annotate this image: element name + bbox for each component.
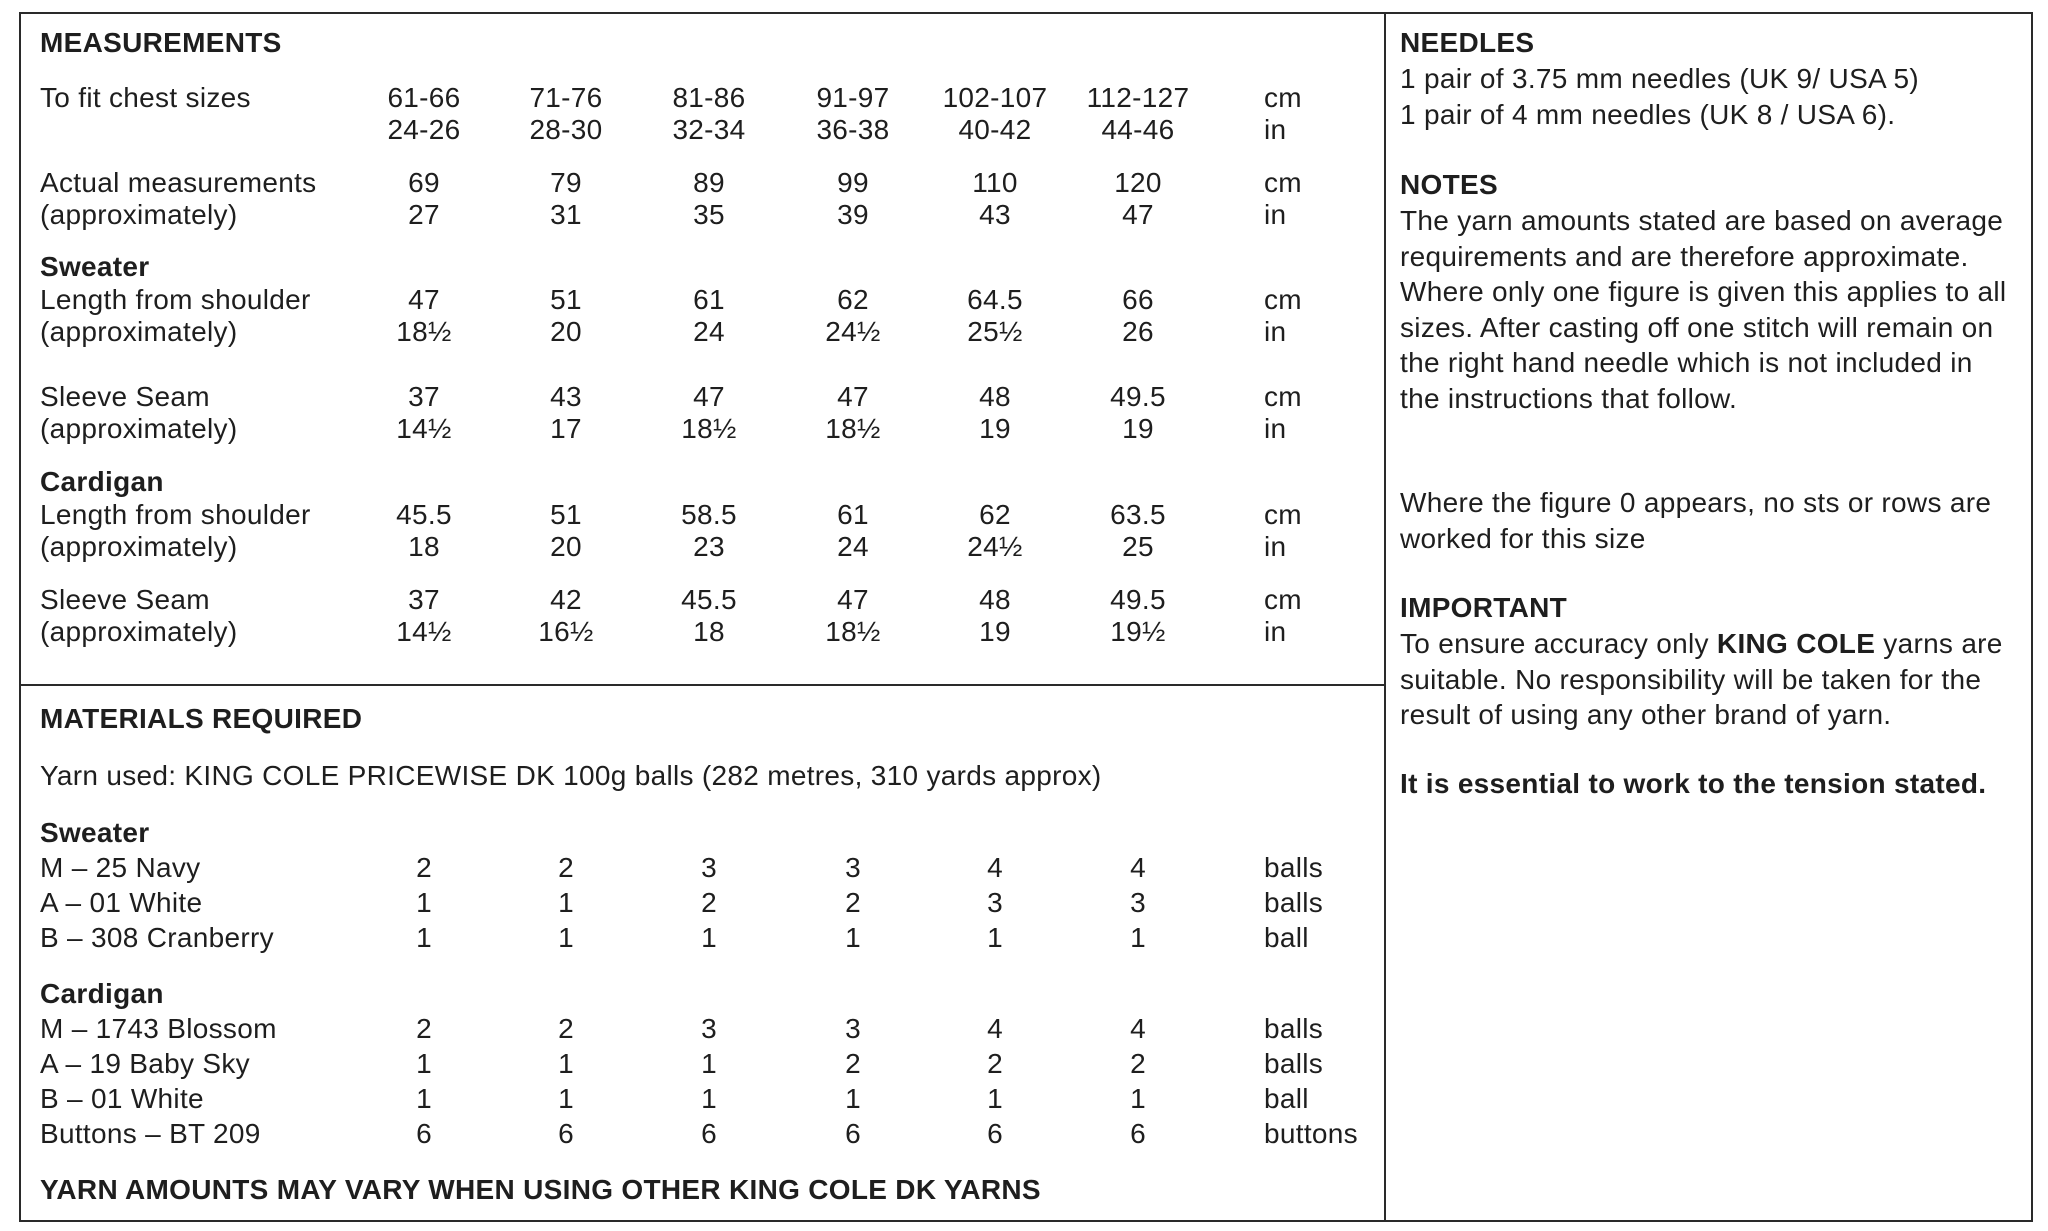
sweater-yarn-m-2: 2 (558, 852, 574, 883)
cardigan-yarn-a-4: 2 (845, 1048, 861, 1079)
cardigan-sleeve-cm-4: 47 (837, 584, 869, 615)
sweater-length-in-4: 24½ (825, 316, 881, 347)
cardigan-sleeve-unit-cm: cm (1264, 584, 1302, 615)
notes-paragraph-2: Where the figure 0 appears, no sts or rows are worked for this size (1400, 487, 1992, 554)
sweater-yarn-m-6: 4 (1130, 852, 1146, 883)
sweater-sleeve-in-3: 18½ (681, 413, 737, 444)
chest-in-5: 40-42 (958, 114, 1032, 145)
sweater-yarn-b-label: B – 308 Cranberry (40, 922, 274, 953)
cardigan-length-cm-4: 61 (837, 499, 869, 530)
sweater-yarn-a-5: 3 (987, 887, 1003, 918)
chest-in-3: 32-34 (672, 114, 746, 145)
cardigan-yarn-m-3: 3 (701, 1013, 717, 1044)
sweater-length-cm-5: 64.5 (967, 284, 1023, 315)
cardigan-yarn-a-6: 2 (1130, 1048, 1146, 1079)
chest-cm-1: 61-66 (387, 82, 461, 113)
cardigan-yarn-b-1: 1 (416, 1083, 432, 1114)
cardigan-length-approx-label: (approximately) (40, 531, 238, 562)
cardigan-length-cm-3: 58.5 (681, 499, 737, 530)
yarn-variation-note: YARN AMOUNTS MAY VARY WHEN USING OTHER KING COLE DK YARNS (40, 1174, 1041, 1205)
cardigan-yarn-m-2: 2 (558, 1013, 574, 1044)
yarn-used-text: Yarn used: KING COLE PRICEWISE DK 100g balls (282 metres, 310 yards approx) (40, 760, 1102, 791)
cardigan-length-cm-6: 63.5 (1110, 499, 1166, 530)
needles-heading: NEEDLES (1400, 27, 1535, 58)
sweater-sleeve-in-5: 19 (979, 413, 1011, 444)
sweater-yarn-m-3: 3 (701, 852, 717, 883)
actual-in-1: 27 (408, 199, 440, 230)
sweater-yarn-b-6: 1 (1130, 922, 1146, 953)
cardigan-sleeve-cm-3: 45.5 (681, 584, 737, 615)
chest-in-6: 44-46 (1101, 114, 1175, 145)
cardigan-sleeve-in-5: 19 (979, 616, 1011, 647)
actual-in-2: 31 (550, 199, 582, 230)
cardigan-sleeve-in-1: 14½ (396, 616, 452, 647)
cardigan-buttons-4: 6 (845, 1118, 861, 1149)
chest-cm-2: 71-76 (529, 82, 603, 113)
cardigan-yarn-m-5: 4 (987, 1013, 1003, 1044)
actual-label: Actual measurements (40, 167, 317, 198)
cardigan-yarn-b-3: 1 (701, 1083, 717, 1114)
sweater-sleeve-unit-in: in (1264, 413, 1287, 444)
chest-cm-6: 112-127 (1086, 82, 1190, 113)
cardigan-sleeve-cm-1: 37 (408, 584, 440, 615)
cardigan-yarn-a-label: A – 19 Baby Sky (40, 1048, 250, 1079)
cardigan-length-in-3: 23 (693, 531, 725, 562)
chest-in-2: 28-30 (529, 114, 603, 145)
sweater-yarn-m-4: 3 (845, 852, 861, 883)
actual-in-3: 35 (693, 199, 725, 230)
cardigan-measure-heading: Cardigan (40, 466, 164, 497)
sweater-sleeve-label: Sleeve Seam (40, 381, 210, 412)
cardigan-sleeve-cm-5: 48 (979, 584, 1011, 615)
sweater-sleeve-cm-5: 48 (979, 381, 1011, 412)
sweater-sleeve-in-6: 19 (1122, 413, 1154, 444)
sweater-sleeve-in-4: 18½ (825, 413, 881, 444)
cardigan-yarn-a-1: 1 (416, 1048, 432, 1079)
sweater-yarn-a-1: 1 (416, 887, 432, 918)
cardigan-sleeve-label: Sleeve Seam (40, 584, 210, 615)
cardigan-buttons-unit: buttons (1264, 1118, 1358, 1149)
sweater-length-unit-cm: cm (1264, 284, 1302, 315)
cardigan-length-cm-5: 62 (979, 499, 1011, 530)
sweater-sleeve-approx-label: (approximately) (40, 413, 238, 444)
cardigan-yarn-b-4: 1 (845, 1083, 861, 1114)
cardigan-length-in-1: 18 (408, 531, 440, 562)
sweater-yarn-a-2: 1 (558, 887, 574, 918)
cardigan-length-cm-2: 51 (550, 499, 582, 530)
chest-cm-5: 102-107 (942, 82, 1048, 113)
cardigan-yarn-b-unit: ball (1264, 1083, 1309, 1114)
sweater-sleeve-cm-3: 47 (693, 381, 725, 412)
sweater-yarn-m-5: 4 (987, 852, 1003, 883)
cardigan-sleeve-cm-2: 42 (550, 584, 582, 615)
actual-unit-in: in (1264, 199, 1287, 230)
sweater-length-cm-4: 62 (837, 284, 869, 315)
measurements-heading: MEASUREMENTS (40, 27, 282, 58)
sweater-length-cm-3: 61 (693, 284, 725, 315)
important-text-pre: To ensure accuracy only (1400, 628, 1717, 659)
sweater-yarn-a-3: 2 (701, 887, 717, 918)
cardigan-sleeve-unit-in: in (1264, 616, 1287, 647)
sweater-length-in-2: 20 (550, 316, 582, 347)
actual-cm-6: 120 (1114, 167, 1162, 198)
important-text-post: yarns are suitable. No responsibility will be taken for the result of using any other brand of yarn. (1400, 628, 2003, 730)
chest-sizes-label: To fit chest sizes (40, 82, 251, 113)
sweater-yarn-a-4: 2 (845, 887, 861, 918)
cardigan-yarn-b-6: 1 (1130, 1083, 1146, 1114)
actual-cm-5: 110 (972, 167, 1018, 198)
section-divider (19, 684, 1386, 686)
cardigan-yarn-a-unit: balls (1264, 1048, 1324, 1079)
chest-cm-3: 81-86 (672, 82, 746, 113)
actual-cm-1: 69 (408, 167, 440, 198)
sweater-length-approx-label: (approximately) (40, 316, 238, 347)
cardigan-buttons-3: 6 (701, 1118, 717, 1149)
chest-unit-in: in (1264, 114, 1287, 145)
sweater-length-in-1: 18½ (396, 316, 452, 347)
chest-in-4: 36-38 (816, 114, 890, 145)
sweater-length-cm-1: 47 (408, 284, 440, 315)
chest-cm-4: 91-97 (816, 82, 890, 113)
sweater-length-in-3: 24 (693, 316, 725, 347)
chest-in-1: 24-26 (387, 114, 461, 145)
cardigan-yarn-a-5: 2 (987, 1048, 1003, 1079)
sweater-length-cm-6: 66 (1122, 284, 1154, 315)
cardigan-yarn-b-5: 1 (987, 1083, 1003, 1114)
sweater-length-label: Length from shoulder (40, 284, 311, 315)
sweater-yarn-m-1: 2 (416, 852, 432, 883)
cardigan-yarn-m-label: M – 1743 Blossom (40, 1013, 277, 1044)
cardigan-buttons-5: 6 (987, 1118, 1003, 1149)
cardigan-buttons-2: 6 (558, 1118, 574, 1149)
sweater-length-in-6: 26 (1122, 316, 1154, 347)
sweater-length-in-5: 25½ (967, 316, 1023, 347)
cardigan-buttons-6: 6 (1130, 1118, 1146, 1149)
cardigan-yarn-b-2: 1 (558, 1083, 574, 1114)
cardigan-length-unit-in: in (1264, 531, 1287, 562)
cardigan-length-label: Length from shoulder (40, 499, 311, 530)
column-divider (1384, 12, 1386, 1222)
important-paragraph (1400, 626, 2020, 733)
sweater-sleeve-unit-cm: cm (1264, 381, 1302, 412)
actual-in-4: 39 (837, 199, 869, 230)
sweater-sleeve-cm-6: 49.5 (1110, 381, 1166, 412)
sweater-materials-heading: Sweater (40, 817, 150, 848)
sweater-yarn-a-label: A – 01 White (40, 887, 203, 918)
actual-in-5: 43 (979, 199, 1011, 230)
materials-heading: MATERIALS REQUIRED (40, 703, 363, 734)
cardigan-sleeve-in-3: 18 (693, 616, 725, 647)
sweater-yarn-b-1: 1 (416, 922, 432, 953)
cardigan-yarn-m-unit: balls (1264, 1013, 1324, 1044)
sweater-yarn-m-label: M – 25 Navy (40, 852, 201, 883)
sweater-yarn-b-unit: ball (1264, 922, 1309, 953)
actual-cm-2: 79 (550, 167, 582, 198)
chest-unit-cm: cm (1264, 82, 1302, 113)
important-heading: IMPORTANT (1400, 592, 1568, 623)
sweater-measure-heading: Sweater (40, 251, 150, 282)
notes-paragraph-1: The yarn amounts stated are based on average requirements and are therefore approximate. Where only one figure is given this applies to all sizes. After casting off one stitch will remain on the right hand needle which is not included in the instructions that follow. (1400, 205, 2007, 414)
cardigan-sleeve-cm-6: 49.5 (1110, 584, 1166, 615)
sweater-sleeve-in-2: 17 (550, 413, 582, 444)
cardigan-sleeve-in-6: 19½ (1110, 616, 1166, 647)
cardigan-length-in-6: 25 (1122, 531, 1154, 562)
cardigan-yarn-b-label: B – 01 White (40, 1083, 204, 1114)
sweater-sleeve-cm-2: 43 (550, 381, 582, 412)
cardigan-sleeve-approx-label: (approximately) (40, 616, 238, 647)
cardigan-yarn-a-2: 1 (558, 1048, 574, 1079)
cardigan-yarn-a-3: 1 (701, 1048, 717, 1079)
sweater-yarn-a-unit: balls (1264, 887, 1324, 918)
actual-approx-label: (approximately) (40, 199, 238, 230)
cardigan-materials-heading: Cardigan (40, 978, 164, 1009)
cardigan-sleeve-in-2: 16½ (538, 616, 594, 647)
cardigan-length-in-5: 24½ (967, 531, 1023, 562)
tension-note: It is essential to work to the tension stated. (1400, 768, 1987, 799)
actual-unit-cm: cm (1264, 167, 1302, 198)
sweater-length-unit-in: in (1264, 316, 1287, 347)
sweater-yarn-a-6: 3 (1130, 887, 1146, 918)
cardigan-yarn-m-6: 4 (1130, 1013, 1146, 1044)
needles-line-2: 1 pair of 4 mm needles (UK 8 / USA 6). (1400, 99, 1896, 130)
brand-name: KING COLE (1716, 628, 1876, 659)
actual-cm-4: 99 (837, 167, 869, 198)
sweater-yarn-b-2: 1 (558, 922, 574, 953)
cardigan-yarn-m-4: 3 (845, 1013, 861, 1044)
cardigan-length-in-2: 20 (550, 531, 582, 562)
cardigan-yarn-m-1: 2 (416, 1013, 432, 1044)
sweater-yarn-m-unit: balls (1264, 852, 1324, 883)
sweater-yarn-b-3: 1 (701, 922, 717, 953)
needles-line-1: 1 pair of 3.75 mm needles (UK 9/ USA 5) (1400, 63, 1920, 94)
sweater-length-cm-2: 51 (550, 284, 582, 315)
sweater-sleeve-cm-1: 37 (408, 381, 440, 412)
notes-heading: NOTES (1400, 169, 1498, 200)
cardigan-length-unit-cm: cm (1264, 499, 1302, 530)
cardigan-length-cm-1: 45.5 (396, 499, 452, 530)
sweater-yarn-b-5: 1 (987, 922, 1003, 953)
sweater-yarn-b-4: 1 (845, 922, 861, 953)
sweater-sleeve-cm-4: 47 (837, 381, 869, 412)
sweater-sleeve-in-1: 14½ (396, 413, 452, 444)
cardigan-sleeve-in-4: 18½ (825, 616, 881, 647)
actual-cm-3: 89 (693, 167, 725, 198)
actual-in-6: 47 (1122, 199, 1154, 230)
cardigan-buttons-label: Buttons – BT 209 (40, 1118, 261, 1149)
cardigan-length-in-4: 24 (837, 531, 869, 562)
cardigan-buttons-1: 6 (416, 1118, 432, 1149)
